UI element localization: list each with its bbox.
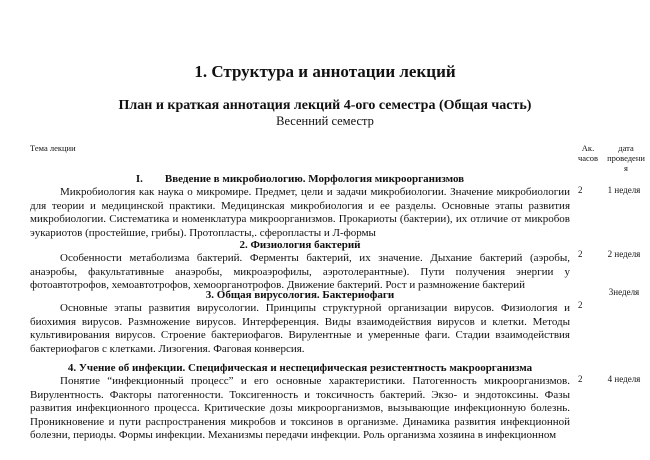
column-header-date <box>605 143 647 173</box>
lecture-1-text: Микробиология как наука о микромире. Предмет, цели и задачи микробиологии. Значение микробиологии для теории и медицинской практики. Медицинская микробиология и ее разделы. Основные этапы развития микробиологии. Систематика и номенклатура микроорганизмов. Прокариоты (бактерии), их отличие от микробов эукариотов (простейшие, грибы). Протопласты,. сферопласты и Л-формы <box>30 186 570 239</box>
lecture-4-date: 4 неделя <box>607 374 641 384</box>
column-header-hours-line2: часов <box>577 153 599 163</box>
column-header-date-line2: проведени <box>607 153 645 163</box>
lecture-3-date: 3неделя <box>608 287 640 297</box>
lecture-2-text: Особенности метаболизма бактерий. Ферменты бактерий, их значение. Дыхание бактерий (аэробы, анаэробы, факультативные анаэробы, микроаэрофилы, аэротолерантные). Пути получения энергии у фотоавтотрофов, хемоавтотрофов, хемоорганотрофов. Движение бактерий. Рост и размножение бактерий <box>30 252 570 291</box>
column-header-hours <box>578 143 598 163</box>
document-subtitle: План и краткая аннотация лекций 4-ого семестра (Общая часть) <box>118 98 532 113</box>
lecture-3-text: Основные этапы развития вирусологии. Принципы структурной организации вирусов. Физиология и биохимия вирусов. Размножение вирусов. Интерференция. Виды взаимодействия вирусов и клетки. Методы культивирования вирусов. Строение бактериофагов. Вирулентные и умеренные фаги. Стадии взаимодействия бактериофагов с клетками. Лизогения. Фаговая конверсия. <box>30 302 570 355</box>
lecture-3-hours: 2 <box>578 300 583 310</box>
column-header-hours-line1: Ак. <box>581 143 595 153</box>
column-header-topic: Тема лекции <box>30 143 76 153</box>
lecture-2-heading: 2. Физиология бактерий <box>239 239 361 251</box>
document-title: 1. Структура и аннотации лекций <box>194 62 456 81</box>
lecture-1-heading: I. Введение в микробиологию. Морфология микроорганизмов <box>135 173 465 185</box>
column-header-date-line1: дата <box>618 143 634 153</box>
lecture-2-hours: 2 <box>578 249 583 259</box>
semester-label: Весенний семестр <box>276 114 374 128</box>
lecture-4-heading: 4. Учение об инфекции. Специфическая и неспецифическая резистентность макроорганизма <box>67 362 533 374</box>
column-header-date-line3: я <box>624 163 628 173</box>
lecture-4-text: Понятие “инфекционный процесс” и его основные характеристики. Патогенность микроорганизмов. Вирулентность. Факторы патогенности. Токсигенность и токсичность бактерий. Экзо- и эндотоксины. Фазы развития инфекционного процесса. Критические дозы микроорганизмов, вызывающие инфекционную болезнь. Проникновение и пути распространения микробов и токсинов в организме. Динамика развития инфекционной болезни, периоды. Формы инфекции. Механизмы передачи инфекции. Роль организма хозяина в инфекционном <box>30 375 570 441</box>
lecture-3-heading: 3. Общая вирусология. Бактериофаги <box>205 289 395 301</box>
lecture-4-hours: 2 <box>578 374 583 384</box>
lecture-2-date: 2 неделя <box>607 249 641 259</box>
lecture-1-date: 1 неделя <box>607 185 641 195</box>
lecture-1-hours: 2 <box>578 185 583 195</box>
